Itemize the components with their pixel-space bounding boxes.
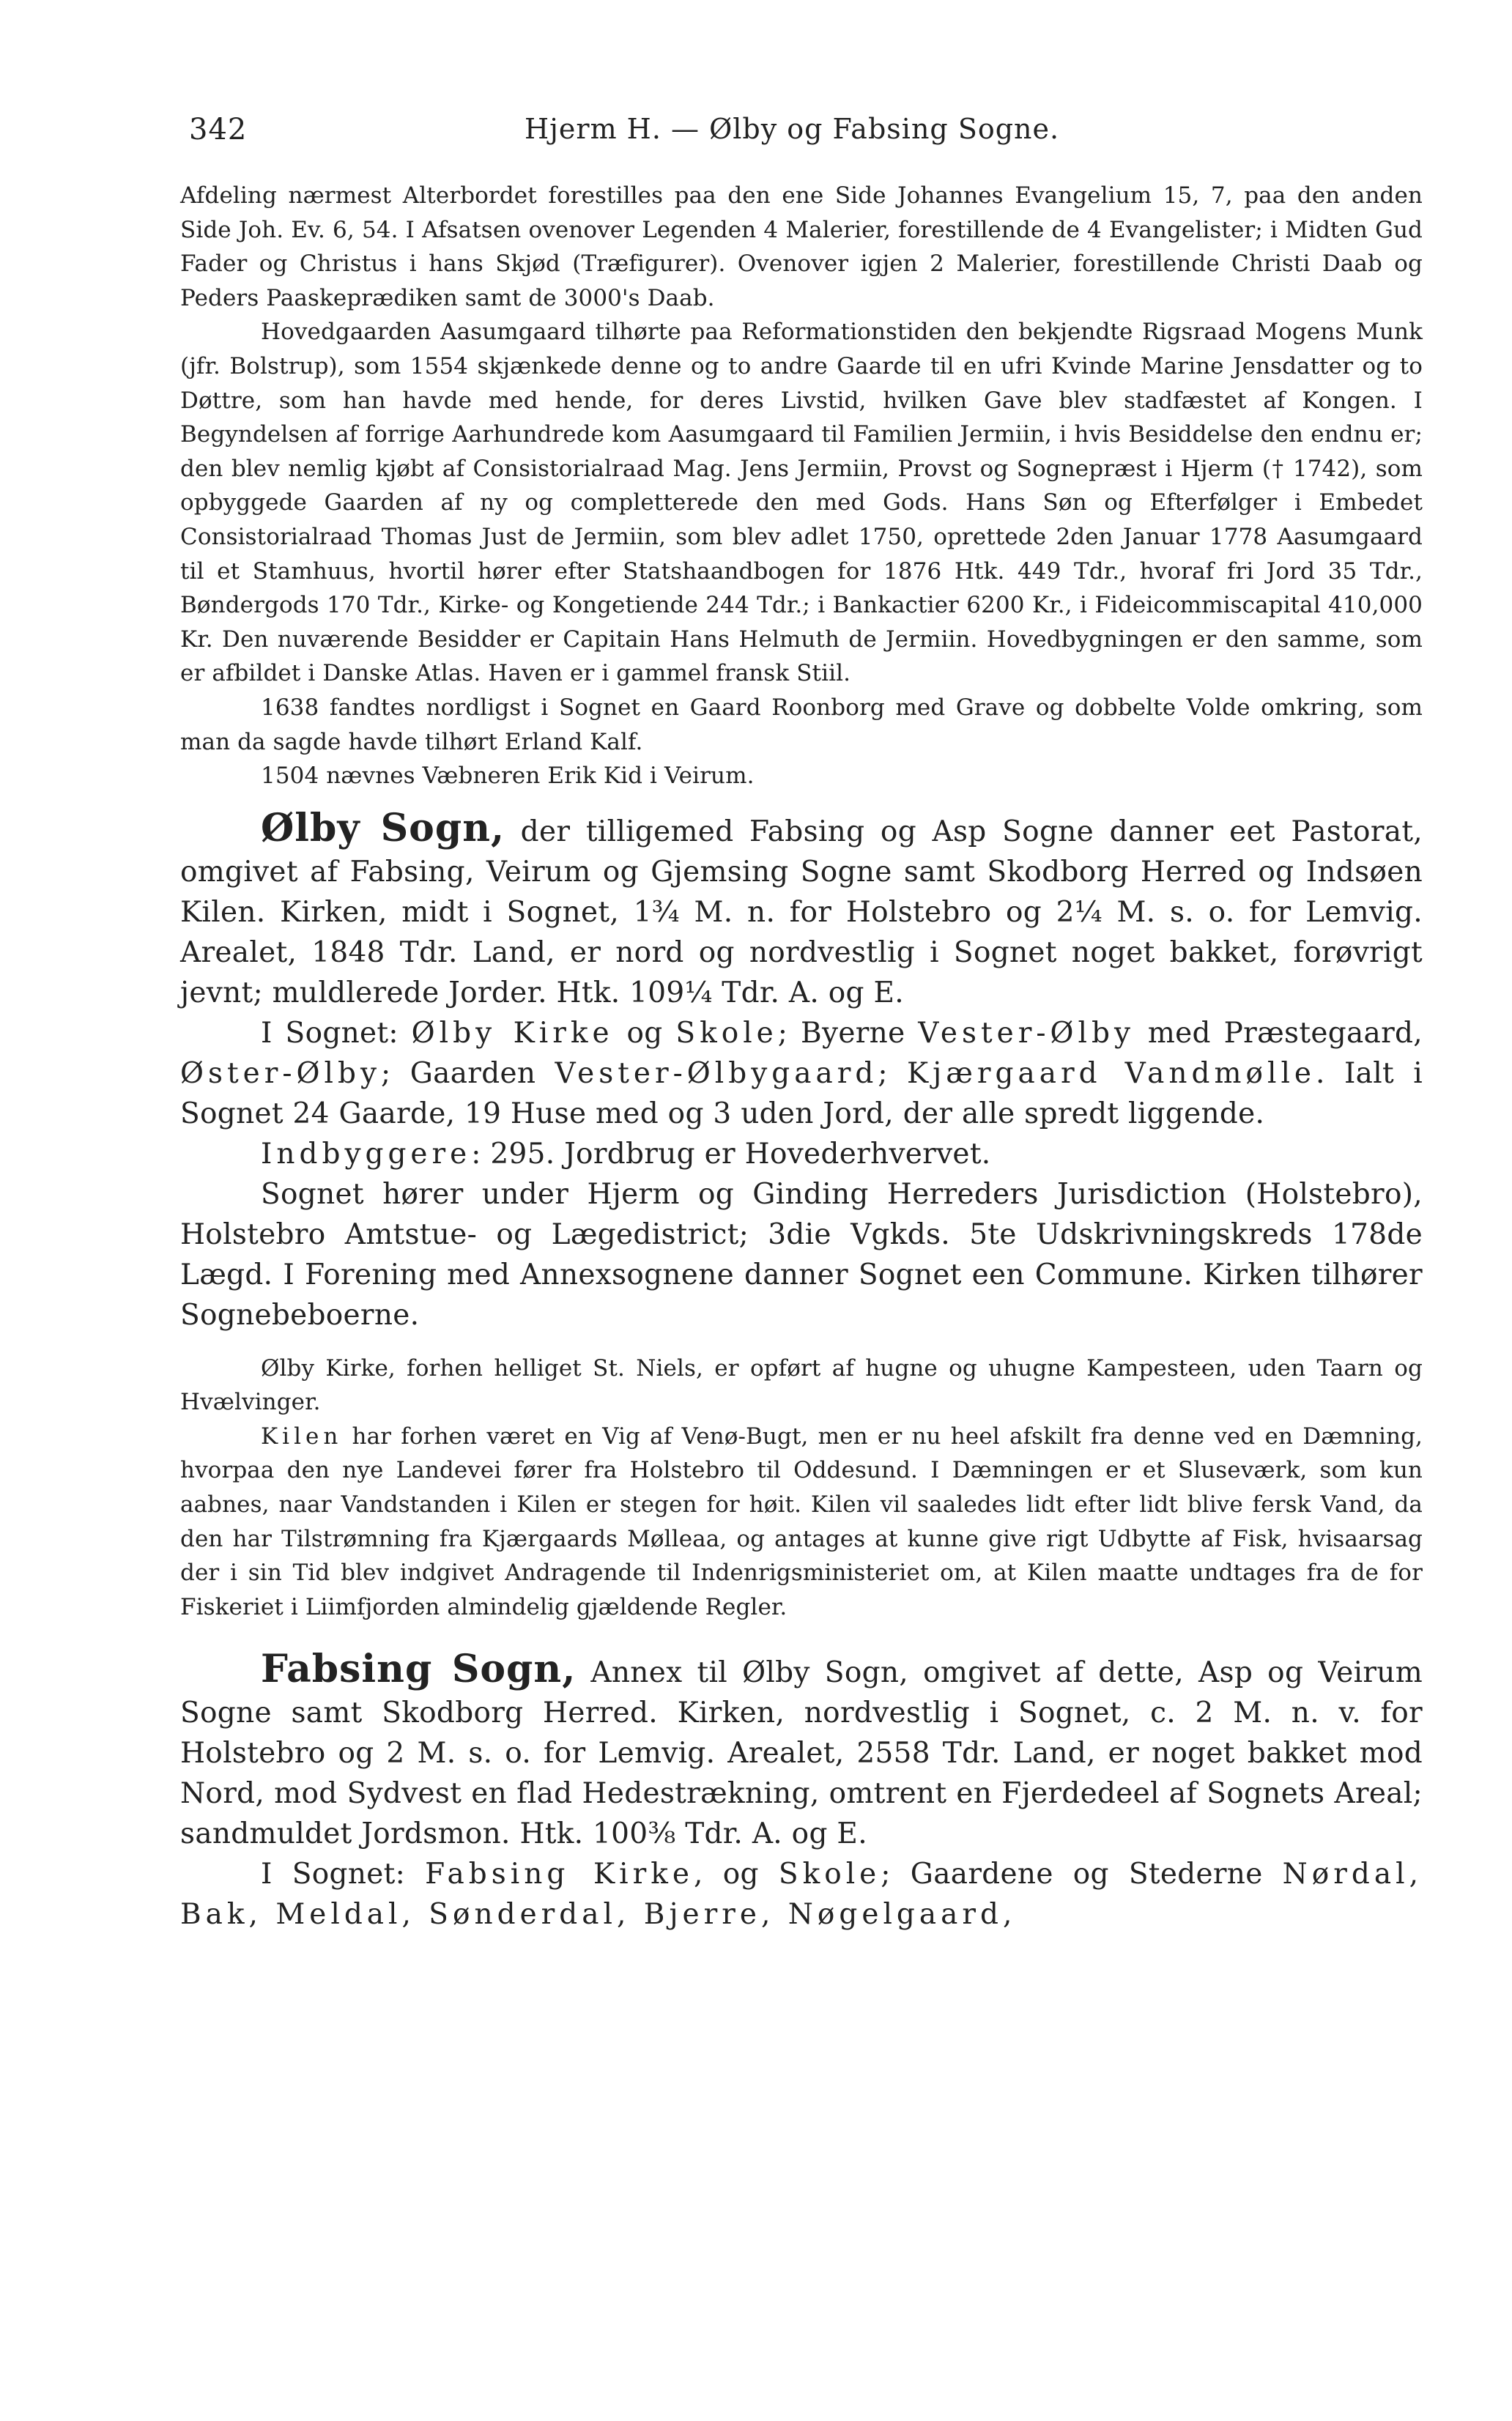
place-name: Fabsing Kirke — [425, 1858, 694, 1891]
population-text: : 295. Jordbrug er Hovederhvervet. — [471, 1137, 991, 1171]
fabsing-places-paragraph — [180, 1854, 1423, 1935]
olby-church-note: Ølby Kirke, forhen helliget St. Niels, er opført af hugne og uhugne Kampesteen, uden Taarn og Hvælvinger. — [180, 1354, 1423, 1416]
paragraph-aasumgaard: Hovedgaarden Aasumgaard tilhørte paa Reformationstiden den bekjendte Rigsraad Mogens Munk (jfr. Bolstrup), som 1554 skjænkede denne og to andre Gaarde til en ufri Kvinde Marine Jensdatter og to Døttre, som han havde med hende, for deres Livstid, hvilken Gave blev stadfæstet af Kongen. I Begyndelsen af forrige Aarhundrede kom Aasumgaard til Familien Jermiin, i hvis Besiddelse den endnu er; den blev nemlig kjøbt af Consistorialraad Mag. Jens Jermiin, Provst og Sognepræst i Hjerm († 1742), som opbyggede Gaarden af ny og completterede den med Gods. Hans Søn og Efterfølger i Embedet Consistorialraad Thomas Just de Jermiin, som blev adlet 1750, oprettede 2den Januar 1778 Aasumgaard til et Stamhuus, hvortil hører efter Statshaandbogen for 1876 Htk. 449 Tdr., hvoraf fri Jord 35 Tdr., Bøndergods 170 Tdr., Kirke- og Kongetiende 244 Tdr.; i Bankactier 6200 Kr., i Fideicommiscapital 410,000 Kr. Den nuværende Besidder er Capitain Hans Helmuth de Jermiin. Hovedbygningen er den samme, som er afbildet i Danske Atlas. Haven er i gammel fransk Stiil. — [180, 319, 1423, 687]
population-label: Indbyggere — [261, 1137, 472, 1171]
connector-text: og — [613, 1016, 676, 1050]
connector-text: ; Gaardene og Stederne — [881, 1858, 1283, 1891]
place-name: Skole — [675, 1016, 778, 1050]
place-name: Øster-Ølby — [180, 1056, 382, 1090]
place-name: Kjærgaard Vandmølle — [907, 1056, 1316, 1090]
paragraph-altar-description: Afdeling nærmest Alterbordet forestilles paa den ene Side Johannes Evangelium 15, 7, paa den anden Side Joh. Ev. 6, 54. I Afsatsen ovenover Legenden 4 Malerier, forestillende de 4 Evangelister; i Midten Gud Fader og Christus i hans Skjød (Træfigurer). Ovenover igjen 2 Malerier, forestillende Christi Daab og Peders Paaskeprædiken samt de 3000's Daab. — [180, 182, 1423, 311]
connector-text: med Præstegaard, — [1135, 1016, 1423, 1050]
place-name: Skole — [778, 1858, 881, 1891]
fabsing-places-lead: I Sognet: — [261, 1858, 426, 1891]
running-title: Hjerm H. — Ølby og Fabsing Sogne. — [525, 113, 1060, 145]
fabsing-intro-text: Annex til Ølby Sogn, omgivet af dette, Asp og Veirum Sogne samt Skodborg Herred. Kirken, nordvestlig i Sognet, c. 2 M. n. v. for Holstebro og 2 M. s. o. for Lemvig. Arealet, 2558 Tdr. Land, er noget bakket mod Nord, mod Sydvest en flad Hedestrækning, omtrent en Fjerdedeel af Sognets Areal; sandmuldet Jordsmon. Htk. 100⅜ Tdr. A. og E. — [180, 1656, 1423, 1851]
place-name: Vester-Ølbygaard — [555, 1056, 878, 1090]
olby-section-heading: Ølby Sogn, — [261, 805, 505, 850]
olby-intro-text: der tilligemed Fabsing og Asp Sogne danner eet Pastorat, omgivet af Fabsing, Veirum og Gjemsing Sogne samt Skodborg Herred og Indsøen Kilen. Kirken, midt i Sognet, 1¾ M. n. for Holstebro og 2¼ M. s. o. for Lemvig. Arealet, 1848 Tdr. Land, er nord og nordvestlig i Sognet noget bakket, forøvrigt jevnt; muldlerede Jorder. Htk. 109¼ Tdr. A. og E. — [180, 815, 1423, 1009]
place-name: Ølby Kirke — [411, 1016, 614, 1050]
olby-population-paragraph — [180, 1134, 1423, 1174]
place-name: Vester-Ølby — [918, 1016, 1135, 1050]
kilen-note-paragraph — [180, 1420, 1423, 1625]
paragraph-roonborg: 1638 fandtes nordligst i Sognet en Gaard Roonborg med Grave og dobbelte Volde omkring, som man da sagde havde tilhørt Erland Kalf. — [180, 694, 1423, 755]
connector-text: ; Gaarden — [381, 1056, 555, 1090]
olby-intro-paragraph — [180, 805, 1423, 1013]
olby-jurisdiction-paragraph: Sognet hører under Hjerm og Ginding Herreders Jurisdiction (Holstebro), Holstebro Amtstue- og Lægedistrict; 3die Vgkds. 5te Udskrivningskreds 178de Lægd. I Forening med Annexsognene danner Sognet een Commune. Kirken tilhører Sognebeboerne. — [180, 1177, 1423, 1332]
place-name: Nørdal, Bak, Meldal, Sønderdal, Bjerre, Nøgelgaard, — [180, 1858, 1423, 1932]
kilen-label: Kilen — [261, 1423, 343, 1450]
page-header — [180, 103, 1423, 161]
connector-text: ; — [878, 1056, 908, 1090]
olby-places-lead: I Sognet: — [261, 1016, 412, 1050]
fabsing-section-heading: Fabsing Sogn, — [261, 1647, 577, 1692]
fabsing-intro-paragraph — [180, 1649, 1423, 1854]
connector-text: ; Byerne — [777, 1016, 919, 1050]
page-number: 342 — [189, 113, 248, 147]
kilen-note-text: har forhen været en Vig af Venø-Bugt, men er nu heel afskilt fra denne ved en Dæmning, hvorpaa den nye Landevei fører fra Holstebro til Oddesund. I Dæmningen er et Sluseværk, som kun aabnes, naar Vandstanden i Kilen er stegen for høit. Kilen vil saaledes lidt efter lidt blive fersk Vand, da den har Tilstrømning fra Kjærgaards Mølleaa, og antages at kunne give rigt Udbytte af Fisk, hvisaarsag der i sin Tid blev indgivet Andragende til Indenrigsministeriet om, at Kilen maatte undtages fra de for Fiskeriet i Liimfjorden almindelig gjældende Regler. — [180, 1423, 1423, 1620]
book-page — [180, 103, 1423, 1935]
connector-text: . Ialt i Sognet 24 Gaarde, 19 Huse med og 3 uden Jord, der alle spredt liggende. — [180, 1056, 1423, 1130]
olby-places-paragraph — [180, 1013, 1423, 1134]
connector-text: , og — [694, 1858, 779, 1891]
paragraph-erik-kid: 1504 nævnes Væbneren Erik Kid i Veirum. — [261, 763, 755, 790]
